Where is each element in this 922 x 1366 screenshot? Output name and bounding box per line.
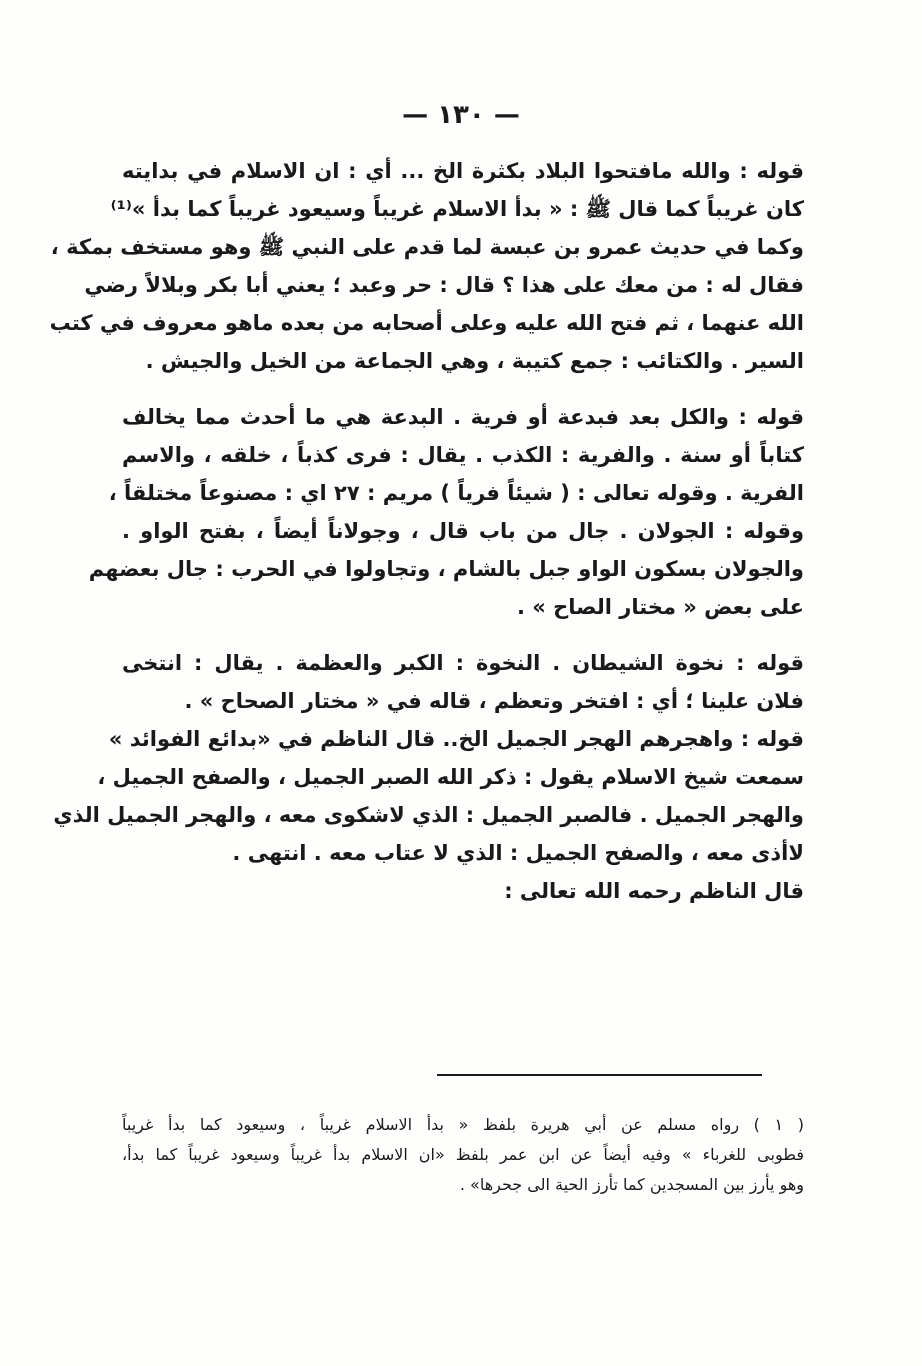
paragraph-gap [122, 626, 804, 644]
text-line: كان غريباً كما قال ﷺ : « بدأ الاسلام غريباً وسيعود غريباً كما بدأ »⁽¹⁾ [110, 197, 804, 221]
text-line: كتاباً أو سنة . والفرية : الكذب . يقال : فرى كذباً ، خلقه ، والاسم [122, 443, 804, 467]
text-line: وقوله : الجولان . جال من باب قال ، وجولاناً أيضاً ، بفتح الواو . [122, 519, 804, 543]
text-line: الفرية . وقوله تعالى : ( شيئاً فرياً ) مريم : ٢٧ اي : مصنوعاً مختلقاً ، [108, 481, 804, 505]
text-line: قوله : واهجرهم الهجر الجميل الخ.. قال الناظم في «بدائع الفوائد » [108, 727, 804, 751]
text-line: السير . والكتائب : جمع كتيبة ، وهي الجماعة من الخيل والجيش . [145, 349, 804, 373]
footnote-line: فطوبى للغرباء » وفيه أيضاً عن ابن عمر بلفظ «ان الاسلام بدأ غريباً وسيعود غريباً كما بدأ، [122, 1145, 804, 1164]
page-number: — ١٣٠ — [402, 100, 520, 130]
text-line: قوله : نخوة الشيطان . النخوة : الكبر والعظمة . يقال : انتخى [122, 651, 804, 675]
text-line: فلان علينا ؛ أي : افتخر وتعظم ، قاله في « مختار الصحاح » . [184, 689, 804, 713]
text-line: لاأذى معه ، والصفح الجميل : الذي لا عتاب معه . انتهى . [232, 841, 804, 865]
text-line: قوله : والله مافتحوا البلاد بكثرة الخ ... أي : ان الاسلام في بدايته [122, 159, 804, 183]
text-line: سمعت شيخ الاسلام يقول : ذكر الله الصبر الجميل ، والصفح الجميل ، [97, 765, 804, 789]
footnote-line: وهو يأرز بين المسجدين كما تأرز الحية الى جحرها» . [459, 1175, 804, 1194]
verse-heading: قال الناظم رحمه الله تعالى : [504, 879, 804, 903]
text-line: على بعض « مختار الصاح » . [516, 595, 804, 619]
text-line: والهجر الجميل . فالصبر الجميل : الذي لاشكوى معه ، والهجر الجميل الذي [53, 803, 804, 827]
text-line: والجولان بسكون الواو جبل بالشام ، وتجاولوا في الحرب : جال بعضهم [88, 557, 804, 581]
paragraph-gap [122, 380, 804, 398]
footnote-line: ( ١ ) رواه مسلم عن أبي هريرة بلفظ « بدأ الاسلام غريباً ، وسيعود كما بدأ غريباً [122, 1115, 804, 1134]
text-line: وكما في حديث عمرو بن عبسة لما قدم على النبي ﷺ وهو مستخف بمكة ، [50, 235, 804, 259]
text-line: فقال له : من معك على هذا ؟ قال : حر وعبد ؛ يعني أبا بكر وبلالاً رضي [84, 273, 804, 297]
main-text [49, 152, 804, 910]
text-line: الله عنهما ، ثم فتح الله عليه وعلى أصحابه من بعده ماهو معروف في كتب [49, 311, 804, 335]
footnote-divider [437, 1074, 762, 1076]
text-line: قوله : والكل بعد فبدعة أو فرية . البدعة هي ما أحدث مما يخالف [122, 405, 804, 429]
footnotes [122, 1110, 804, 1200]
